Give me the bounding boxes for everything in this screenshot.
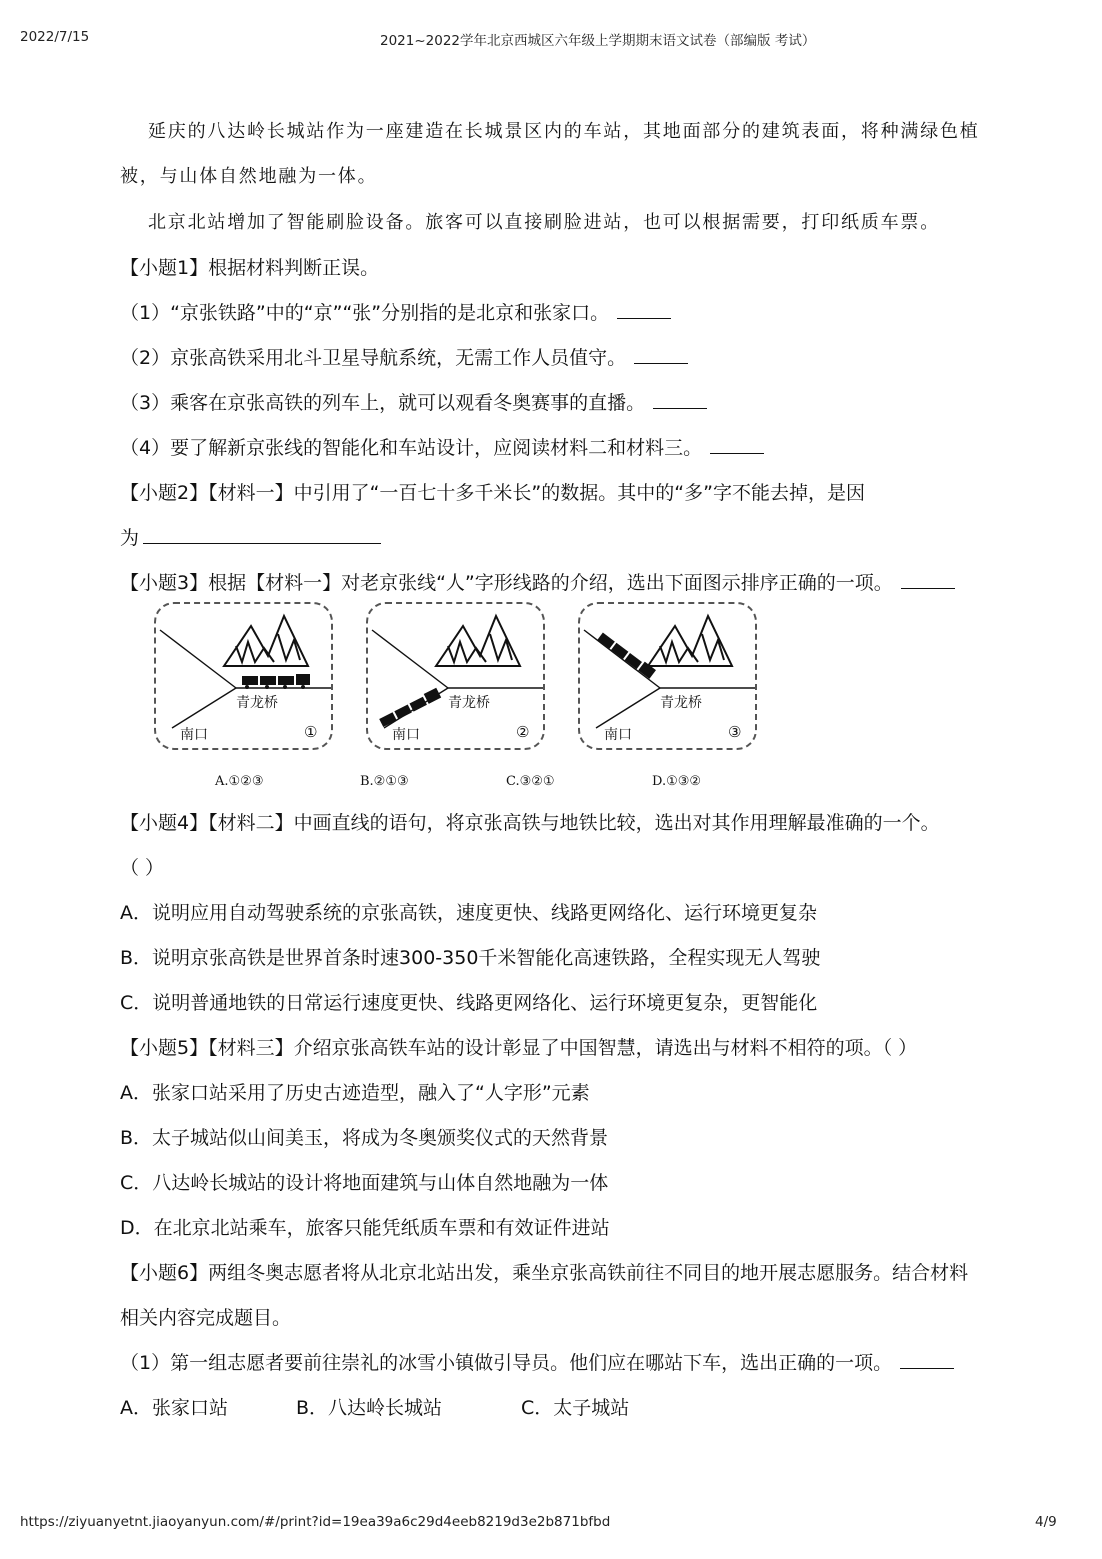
answer-blank[interactable] <box>617 299 671 319</box>
train-icon <box>378 688 441 727</box>
print-date: 2022/7/15 <box>20 29 90 45</box>
figure-panel-2 <box>366 602 545 750</box>
figure-option-c: C.③②① <box>506 774 555 789</box>
q5-title: 【小题5】【材料三】介绍京张高铁车站的设计彰显了中国智慧，请选出与材料不相符的项。（ ） <box>120 1037 918 1059</box>
page-number: 4/9 <box>1035 1514 1057 1530</box>
q6-sub1: （1）第一组志愿者要前往崇礼的冰雪小镇做引导员。他们应在哪站下车，选出正确的一项。 <box>120 1348 954 1375</box>
q4-option-c: C．说明普通地铁的日常运行速度更快、线路更网络化、运行环境更复杂，更智能化 <box>120 992 818 1014</box>
figure-option-a: A.①②③ <box>215 774 264 789</box>
bridge-label: 青龙桥 <box>448 695 490 711</box>
q1-item-1: （1）“京张铁路”中的“京”“张”分别指的是北京和张家口。 <box>120 298 671 325</box>
train-icon <box>597 631 656 679</box>
bridge-label: 青龙桥 <box>236 695 278 711</box>
document-title: 2021~2022学年北京西城区六年级上学期期末语文试卷（部编版 考试） <box>380 33 816 49</box>
q2-line1: 【小题2】【材料一】中引用了“一百七十多千米长”的数据。其中的“多”字不能去掉，是因 <box>120 482 865 504</box>
answer-blank[interactable] <box>634 344 688 364</box>
q3-title: 【小题3】根据【材料一】对老京张线“人”字形线路的介绍，选出下面图示排序正确的一项。 <box>120 568 955 595</box>
passage-p2: 北京北站增加了智能刷脸设备。旅客可以直接刷脸进站，也可以根据需要，打印纸质车票。 <box>148 212 940 233</box>
q2-line2: 为 <box>120 523 381 550</box>
q5-option-b: B．太子城站似山间美玉，将成为冬奥颁奖仪式的天然背景 <box>120 1127 609 1149</box>
q5-option-a: A．张家口站采用了历史古迹造型，融入了“人字形”元素 <box>120 1082 590 1104</box>
q1-item-2: （2）京张高铁采用北斗卫星导航系统，无需工作人员值守。 <box>120 343 688 370</box>
q6-option-b: B．八达岭长城站 <box>296 1397 443 1419</box>
figure-option-d: D.①③② <box>652 774 702 789</box>
panel-number: ③ <box>728 723 742 741</box>
passage-p1-line2: 被，与山体自然地融为一体。 <box>120 166 378 187</box>
figure-panel-1 <box>154 602 333 750</box>
panel-number: ② <box>516 723 530 741</box>
start-label: 南口 <box>392 727 420 743</box>
answer-blank[interactable] <box>901 569 955 589</box>
train-icon <box>242 674 310 689</box>
q1-item-4: （4）要了解新京张线的智能化和车站设计，应阅读材料二和材料三。 <box>120 433 764 460</box>
q6-option-c: C．太子城站 <box>521 1397 630 1419</box>
start-label: 南口 <box>180 727 208 743</box>
answer-blank[interactable] <box>900 1349 954 1369</box>
q5-option-d: D．在北京北站乘车，旅客只能凭纸质车票和有效证件进站 <box>120 1217 610 1239</box>
q4-option-b: B．说明京张高铁是世界首条时速300-350千米智能化高速铁路，全程实现无人驾驶 <box>120 947 821 969</box>
q6-option-a: A．张家口站 <box>120 1397 228 1419</box>
answer-blank[interactable] <box>143 524 381 544</box>
q1-title: 【小题1】根据材料判断正误。 <box>120 257 380 279</box>
q6-line2: 相关内容完成题目。 <box>120 1307 292 1329</box>
q6-line1: 【小题6】两组冬奥志愿者将从北京北站出发，乘坐京张高铁前往不同目的地开展志愿服务。结合材料 <box>120 1262 969 1284</box>
figure-option-b: B.②①③ <box>360 774 409 789</box>
q4-option-a: A．说明应用自动驾驶系统的京张高铁，速度更快、线路更网络化、运行环境更复杂 <box>120 902 817 924</box>
page-url[interactable]: https://ziyuanyetnt.jiaoyanyun.com/#/print?id=19ea39a6c29d4eeb8219d3e2b871bfbd <box>20 1514 611 1530</box>
q1-item-3: （3）乘客在京张高铁的列车上，就可以观看冬奥赛事的直播。 <box>120 388 707 415</box>
q4-answer-paren[interactable]: （ ） <box>120 857 165 879</box>
q5-option-c: C．八达岭长城站的设计将地面建筑与山体自然地融为一体 <box>120 1172 609 1194</box>
answer-blank[interactable] <box>710 434 764 454</box>
start-label: 南口 <box>604 727 632 743</box>
passage-p1-line1: 延庆的八达岭长城站作为一座建造在长城景区内的车站，其地面部分的建筑表面，将种满绿色植 <box>148 121 980 142</box>
answer-blank[interactable] <box>653 389 707 409</box>
panel-number: ① <box>304 723 318 741</box>
q4-title: 【小题4】【材料二】中画直线的语句，将京张高铁与地铁比较，选出对其作用理解最准确的一个。 <box>120 812 940 834</box>
figure-panel-3 <box>578 602 757 750</box>
bridge-label: 青龙桥 <box>660 695 702 711</box>
